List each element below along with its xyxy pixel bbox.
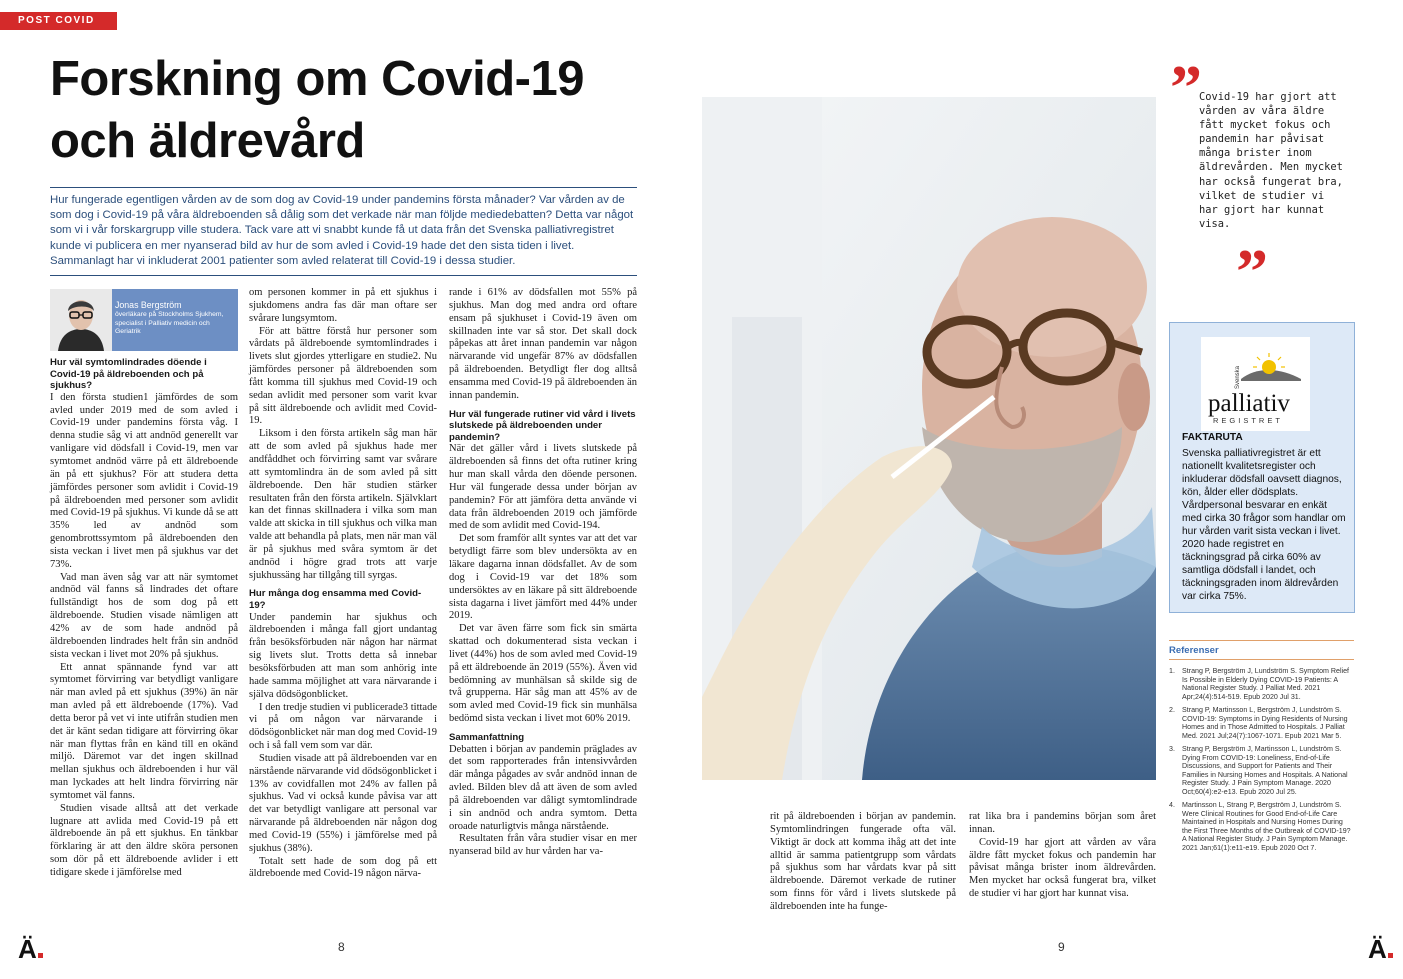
paragraph: Resultaten från våra studier visar en mer nyanserad bild av hur vården har va- [449, 833, 637, 858]
references-title: Referenser [1169, 645, 1219, 656]
fact-box-title: FAKTARUTA [1182, 432, 1243, 443]
page-number-left: 8 [338, 940, 345, 954]
headline [50, 48, 650, 172]
reference-item: 4. Martinsson L, Strang P, Bergström J, Lundström S. Were Clinical Routines for Good End-of-Life Care Maintained in Hospitals and Nursing Homes During the First Three Months of the Outbreak of COVID-19? A National Register Study. J Pain Symptom Manage. 2021 Jan;61(1):e11-e19. Epub 2020 Oct 7. [1169, 801, 1351, 852]
subheading: Hur väl symtomlindrades döende i Covid-19 på äldreboenden och på sjukhus? [50, 357, 207, 392]
brand-logo-left: Ä [18, 934, 43, 965]
column-5 [969, 811, 1156, 901]
quote-close-icon: ” [1236, 236, 1268, 307]
svg-text:Svenska: Svenska [1235, 365, 1241, 389]
paragraph: När det gäller vård i livets slutskede på äldreboenden så finns det ofta rutiner kring hur man skall vårda den döende personen. Hur väl fungerade dessa under början av pandemin? För att jämföra detta använde vi data från äldreboenden 2019 och jämförde med de som avlidit med Covid-194. [449, 443, 637, 532]
section-tag: POST COVID [0, 12, 117, 30]
paragraph: Under pandemin har sjukhus och äldreboenden i många fall gjort undantag från besöksförbuden när någon har närmat sig livets slut. Trotts detta så innebar besöksförbuden att man som anhörig inte hade samma möjlighet att vara närvarande i själva dödsögonblicket. [249, 611, 437, 700]
paragraph: Studien visade alltså att det verkade lugnare att avlida med Covid-19 på ett äldreboende än på ett sjukhus. En tänkbar förklaring är att den äldre sköra personen som dör på ett äldreboende avlider i ett tidigare skede i jämförelse med [50, 802, 238, 878]
paragraph: rit på äldreboenden i början av pandemin. Symtomlindringen fungerade ofta väl. Viktigt är dock att komma ihåg att det inte alltid är samma patientgrupp som vårdats på sjukhus som har vårdats kvar på sitt äldreboende. Däremot verkade de rutiner som finns för vård i livets slutskede på äldreboenden inte ha funge- [770, 811, 956, 912]
paragraph: Covid-19 har gjort att vården av våra äldre fått mycket fokus och pandemin har påvisat många brister inom äldrevården. Men mycket har också fungerat bra, vilket de studier vi har gjort har kunnat visa. [969, 836, 1156, 900]
ingress: Hur fungerade egentligen vården av de som dog av Covid-19 under pandemins första månader? Var vården av de som dog i Covid-19 på våra äldreboenden så dålig som det verkade när man följde mediedebatten? Detta var något som vi i vår forskargrupp ville studera. Tack vare att vi snabbt kunde få ut data från det Svenska palliativregistret kunde vi publicera en mer nyanserad bild av hur de som avled i Covid-19 hade det den sista tiden i livet. Sammanlagt har vi inkluderat 2001 patienter som avled relaterat till Covid-19 i dessa studier. [50, 187, 637, 276]
svg-text:palliativ: palliativ [1208, 390, 1290, 417]
paragraph: I den tredje studien vi publicerade3 tittade vi på om någon var närvarande i dödsögonblicket när man dog med Covid-19 och i så fall vem som var där. [249, 701, 437, 752]
pull-quote-text: Covid-19 har gjort att vården av våra äldre fått mycket fokus och pandemin har påvisat många brister inom äldrevården. Men mycket har också fungerat bra, vilket de studier vi har gjort har kunnat visa. [1199, 91, 1343, 230]
paragraph: Vad man även såg var att när symtomet andnöd väl fanns så lindrades det oftare fullständigt hos de som dog på ett äldreboende. Studien visade nämligen att 42% av de som hade andnöd på äldreboenden lindrades helt från sin andnöd sista veckan i livet mot 20% på sjukhus. [50, 571, 238, 660]
paragraph: Det som framför allt syntes var att det var betydligt färre som blev undersökta av en läkare dagarna innan dödsfallet. Av de som dog i Covid-19 var det 18% som undersöktes av en läkare på sitt äldreboende sista dagarna i livet jämfört med 44% under 2019. [449, 533, 637, 622]
paragraph: Liksom i den första artikeln såg man här att de som avled på sjukhus hade mer andfåddhet och förvirring samt var svårare att symtomlindra än de som avled på sitt äldreboende. Den här studien stärker resultaten från den första artikeln. Självklart kan det finnas skillnadera i vilka som man valde att skicka in till sjukhus och vilka man valde att behandla på plats, men när man väl är på sjukhus med svåra symtom är det andnöd i högre grad trots att varje sjukhussäng har tillgång till syrgas. [249, 428, 437, 581]
references-rule [1169, 659, 1354, 660]
palliativ-registret-logo [1201, 337, 1310, 431]
svg-text:REGISTRET: REGISTRET [1213, 416, 1283, 425]
paragraph: För att bättre förstå hur personer som vårdats på äldreboende symtomlindrades i livets slut gjordes ytterligare en studie2. Nu jämfördes personer på äldreboenden som fått komma till sjukhus med Covid-19 och sedan avlidit med personer som varit kvar på sitt äldreboende och avlidit med Covid-19. [249, 325, 437, 427]
references-list [1169, 667, 1354, 852]
paragraph: om personen kommer in på ett sjukhus i sjukdomens andra fas där man oftare ser svårare lungsymtom. [249, 287, 437, 324]
paragraph: Totalt sett hade de som dog på ett äldreboende med Covid-19 någon närva- [249, 855, 437, 880]
paragraph: I den första studien1 jämfördes de som avled under 2019 med de som avled i Covid-19 under pandemins första våg. I denna studie såg vi att andnöd generellt var vanligare vid dödsfall i Covid-19, men var symtomet andnöd värre på ett äldreboende än på ett sjukhus? För att studera detta jämfördes personer som avlidit i Covid-19 på äldreboenden med personer som avlidit med Covid-19 på sjukhus. Vi kunde då se att 35% led av andnöd som genombrottssymtom på äldreboenden den sista veckan i livet men på sjukhus var det 73%. [50, 391, 238, 570]
brand-logo-right: Ä [1368, 934, 1393, 965]
paragraph: rat lika bra i pandemins början som året innan. [969, 811, 1156, 835]
subheading: Hur väl fungerade rutiner vid vård i livets slutskede på äldreboenden under pandemin? [449, 408, 636, 443]
author-box [50, 289, 238, 351]
pull-quote [1170, 52, 1355, 307]
headline-line-2: och äldrevård [50, 114, 365, 168]
column-4 [770, 811, 956, 914]
page-number-right: 9 [1058, 940, 1065, 954]
paragraph: Ett annat spännande fynd var att symtomet förvirring var betydligt vanligare när man avled på ett sjukhus (39%) än när man avled på ett äldreboende (17%). Vad detta beror på vet vi inte utifrån studien men det är känt sedan tidigare att förvirring ökar när man flyttas från en känd till en okänd miljö. Däremot var det ingen skillnad mellan sjukhus och äldreboenden i hur väl man lyckades att helt lindra förvirring när symtomet väl fanns. [50, 661, 238, 801]
paragraph: Studien visade att på äldreboenden var en närstående närvarande vid dödsögonblicket i 13% av covidfallen mot 24% av fallen på sjukhus. Vad vi också kunde påvisa var att det var betydligt vanligare att personal var närvarande på äldreboenden när någon dog med Covid-19 (55%) i jämförelse med på sjukhus (38%). [249, 752, 437, 854]
reference-item: 3. Strang P, Bergström J, Martinsson L, Lundström S. Dying From COVID-19: Loneliness, End-of-Life Discussions, and Support for Patients and Their Families in Nursing Homes and Hospitals. A National Register Study. J Pain Symptom Manage. 2020 Oct;60(4):e2-e13. Epub 2020 Jul 25. [1169, 745, 1348, 796]
fact-box-text: Svenska palliativregistret är ett nationellt kvalitetsregister och inkluderar dödsfall oavsett diagnos, kön, ålder eller dödsplats. Vårdpersonal besvarar en enkät med cirka 30 frågor som handlar om hur vården varit sista veckan i livet. 2020 hade registret en täckningsgrad på cirka 60% av samtliga dödsfall i landet, och täckningsgraden inom äldrevården var cirka 75%. [1182, 448, 1346, 602]
fact-box [1169, 322, 1355, 613]
author-role: överläkare på Stockholms Sjukhem, specialist i Palliativ medicin och Geriatrik [115, 311, 224, 336]
column-3 [449, 287, 637, 859]
column-2 [249, 287, 437, 881]
author-name: Jonas Bergström [115, 300, 182, 310]
references-rule [1169, 640, 1354, 641]
column-1 [50, 357, 238, 880]
paragraph: Debatten i början av pandemin präglades av det som rapporterades från intensivvården där många pågades av svår andnöd innan de avled. Bilden blev då att även de som avled på äldreboenden var dåligt symtomlindrade i sin andnöd och andra symtom. Detta oroade naturligtvis många närstående. [449, 743, 637, 832]
reference-item: 1. Strang P, Bergström J, Lundström S. Symptom Relief Is Possible in Elderly Dying COVID-19 Patients: A National Register Study. J Palliat Med. 2021 Apr;24(4):514-519. Epub 2020 Jul 31. [1169, 667, 1350, 701]
feature-photo [702, 97, 1156, 780]
author-photo [50, 289, 112, 351]
paragraph: rande i 61% av dödsfallen mot 55% på sjukhus. Man dog med andra ord oftare ensam på sjukhuset i Covid-19 även om skillnaden inte var så stor. Det skall dock påpekas att året innan pandemin var någon närvarande vid ungefär 87% av dödsfallen på äldreboenden. Betydligt fler dog alltså ensamma med Covid-19 på äldreboenden än innan pandemin. [449, 287, 637, 401]
references [1169, 640, 1354, 857]
subheading: Hur många dog ensamma med Covid-19? [249, 588, 422, 611]
headline-line-1: Forskning om Covid-19 [50, 52, 585, 106]
reference-item: 2. Strang P, Martinsson L, Bergström J, Lundström S. COVID-19: Symptoms in Dying Residents of Nursing Homes and in Those Admitted to Hospitals. J Palliat Med. 2021 Jul;24(7):1067-1071. Epub 2021 Mar 5. [1169, 706, 1348, 740]
subheading: Sammanfattning [449, 731, 525, 743]
author-text [115, 300, 235, 337]
paragraph: Det var även färre som fick sin smärta skattad och dokumenterad sista veckan i livet (44%) hos de som avled med Covid-19 på ett äldreboende än 2019 (55%). Även vid bedömning av munhälsan så skilde sig de två grupperna. Här såg man att 45% av de som avled med Covid-19 fick sin munhälsa bedömd sista veckan i livet mot 60% 2019. [449, 623, 637, 725]
quote-open-icon: ” [1170, 52, 1202, 123]
